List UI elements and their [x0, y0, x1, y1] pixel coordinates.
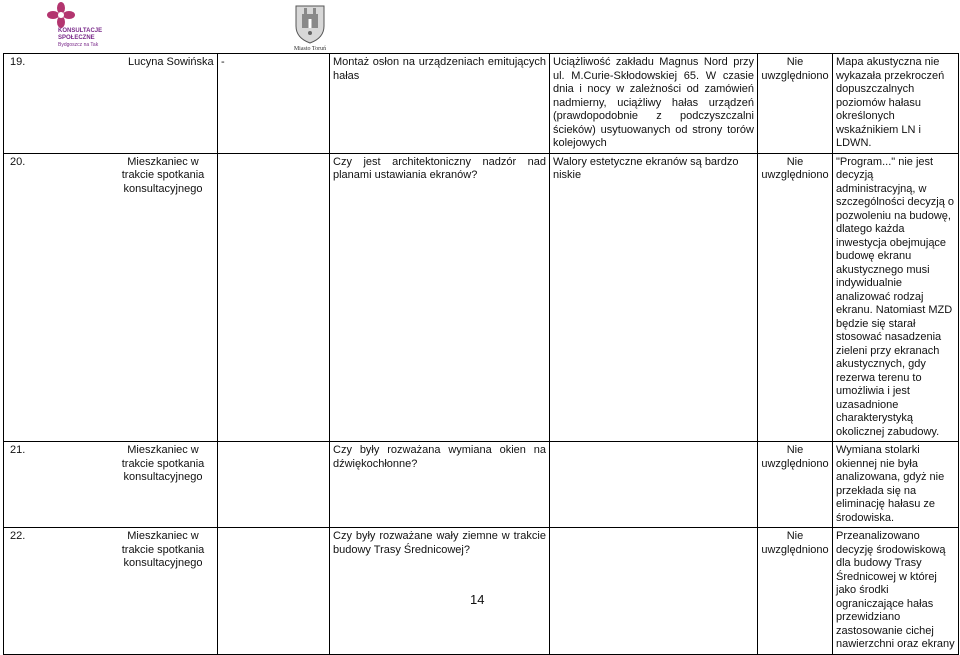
table-row	[4, 528, 959, 655]
cell-description	[550, 528, 758, 655]
konsultacje-logo	[42, 2, 112, 48]
row-author: Mieszkaniec w trakcie spotkania konsultacyjnego	[121, 155, 205, 195]
cell-topic: Czy były rozważane wały ziemne w trakcie budowy Trasy Średnicowej?	[330, 528, 550, 655]
table-row	[4, 153, 959, 442]
cell-description	[550, 442, 758, 528]
page-header	[0, 0, 960, 54]
cell-topic: Montaż osłon na urządzeniach emitujących hałas	[330, 54, 550, 154]
cell-status: Nie uwzględniono	[758, 54, 833, 154]
cell-status: Nie uwzględniono	[758, 528, 833, 655]
row-dash: -	[221, 56, 225, 68]
cell-author	[4, 54, 218, 154]
cell-author	[4, 153, 218, 442]
crest-icon	[292, 2, 328, 44]
cell-dash	[218, 528, 330, 655]
row-author: Mieszkaniec w trakcie spotkania konsultacyjnego	[121, 444, 205, 483]
table-row	[4, 54, 959, 154]
page-number: 14	[470, 592, 485, 607]
cell-author	[4, 442, 218, 528]
consultation-table	[3, 53, 959, 655]
cell-topic: Czy jest architektoniczny nadzór nad planami ustawiania ekranów?	[330, 153, 550, 442]
row-author: Mieszkaniec w trakcie spotkania konsultacyjnego	[121, 530, 205, 569]
cell-response: "Program..." nie jest decyzją administracyjną, w szczególności decyzją o pozwoleniu na budowę, dlatego każda inwestycja obejmujące budowę ekranu akustycznego musi indywidualnie analizować rodzaj ekranu. Natomiast MZD będzie się starał stosować nasadzenia zieleni przy ekranach akustycznych, gdy rezerwa terenu to umożliwia i jest uzasadnione charakterystyką okolicznej zabudowy.	[833, 153, 959, 442]
table-row	[4, 442, 959, 528]
cell-status: Nie uwzględniono	[758, 442, 833, 528]
cell-dash	[218, 442, 330, 528]
cell-dash	[218, 153, 330, 442]
logo-text-2: SPOŁECZNE	[58, 35, 95, 41]
crest-caption: Miasto Toruń	[293, 46, 327, 52]
cell-status: Nie uwzględniono	[758, 153, 833, 442]
row-number: 20.	[10, 155, 26, 168]
cell-response: Wymiana stolarki okiennej nie była analizowana, gdyż nie przekłada się na eliminację hałasu ze środowiska.	[833, 442, 959, 528]
logo-text-1: KONSULTACJE	[58, 28, 103, 34]
cell-topic: Czy były rozważana wymiana okien na dźwiękochłonne?	[330, 442, 550, 528]
row-number: 21.	[10, 444, 26, 456]
row-number: 22.	[10, 530, 26, 542]
torun-crest	[288, 2, 332, 54]
flower-icon	[46, 2, 76, 28]
row-author: Lucyna Sowińska	[128, 56, 214, 68]
cell-dash	[218, 54, 330, 154]
cell-description: Walory estetyczne ekranów są bardzo niskie	[550, 153, 758, 442]
cell-description: Uciążliwość zakładu Magnus Nord przy ul. M.Curie-Skłodowskiej 65. W czasie dnia i nocy w zależności od zamówień nadmierny, uciążliwy hałas urządzeń (prawdopodobnie z podczyszczalni ścieków) usytuowanych od strony torów kolejowych	[550, 54, 758, 154]
cell-response: Przeanalizowano decyzję środowiskową dla budowy Trasy Średnicowej w której jako środki ograniczające hałas przewidziano zastosowanie cichej nawierzchni oraz ekrany	[833, 528, 959, 655]
cell-author	[4, 528, 218, 655]
logo-text-3: Bydgoszcz na Tak	[58, 42, 99, 48]
cell-response: Mapa akustyczna nie wykazała przekroczeń dopuszczalnych poziomów hałasu określonych wskaźnikiem LN i LDWN.	[833, 54, 959, 154]
row-number: 19.	[10, 56, 26, 68]
